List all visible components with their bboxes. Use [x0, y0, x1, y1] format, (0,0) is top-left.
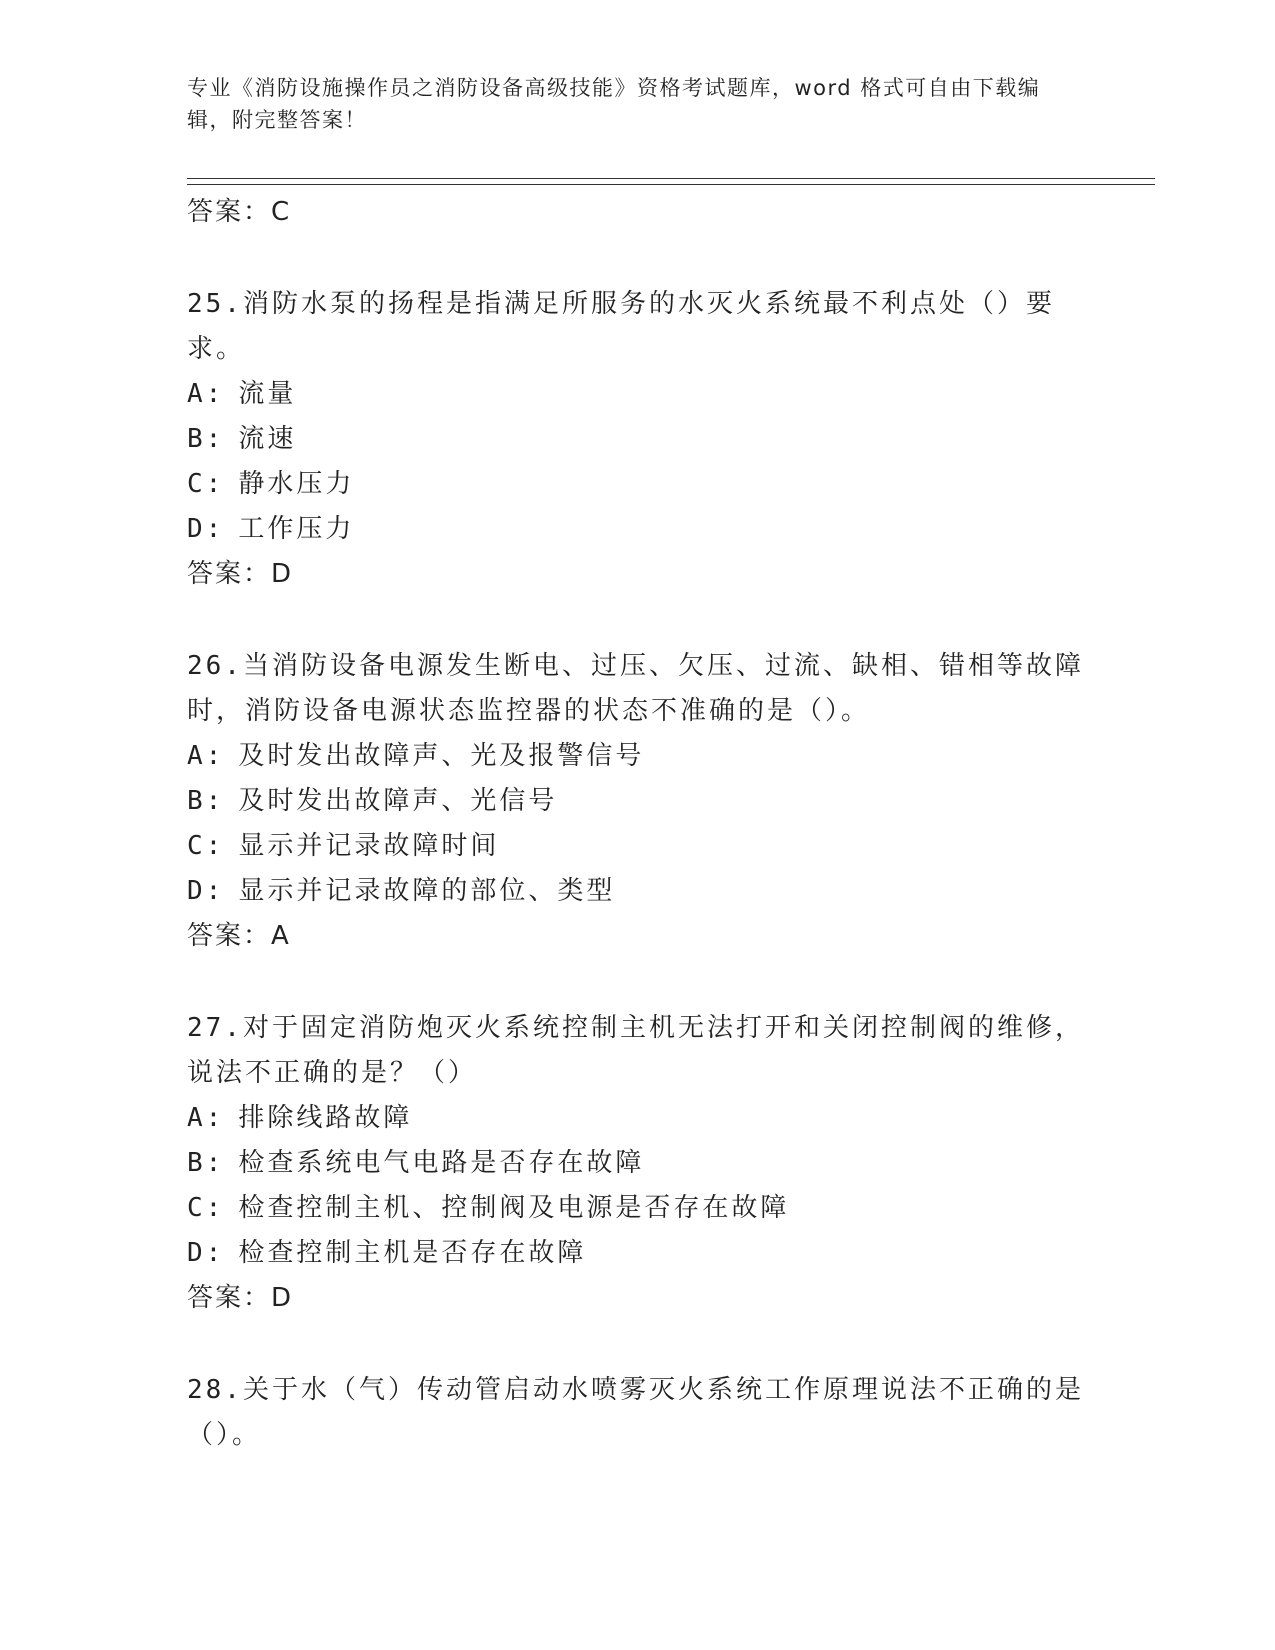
option-key: A: — [187, 1103, 225, 1133]
option-text: 流速 — [238, 424, 297, 454]
page-header: 专业《消防设施操作员之消防设备高级技能》资格考试题库，word 格式可自由下载编辑，附完整答案！ — [187, 76, 1041, 132]
option-d — [187, 507, 1087, 552]
option-c — [187, 462, 1087, 507]
question-27 — [187, 1006, 1087, 1320]
question-text: 26.当消防设备电源发生断电、过压、欠压、过流、缺相、错相等故障时，消防设备电源状态监控器的状态不准确的是（）。 — [187, 651, 1084, 726]
option-a — [187, 372, 1087, 417]
option-text: 显示并记录故障的部位、类型 — [238, 876, 616, 906]
option-text: 检查控制主机是否存在故障 — [238, 1238, 587, 1268]
option-text: 检查控制主机、控制阀及电源是否存在故障 — [238, 1193, 790, 1223]
option-key: D: — [187, 876, 225, 906]
question-26 — [187, 644, 1087, 958]
question-text: 27.对于固定消防炮灭火系统控制主机无法打开和关闭控制阀的维修，说法不正确的是？（） — [187, 1013, 1084, 1088]
option-key: D: — [187, 1238, 225, 1268]
option-text: 排除线路故障 — [238, 1103, 413, 1133]
option-text: 及时发出故障声、光及报警信号 — [238, 741, 645, 771]
option-key: B: — [187, 1148, 225, 1178]
option-key: C: — [187, 469, 225, 499]
question-text: 25.消防水泵的扬程是指满足所服务的水灭火系统最不利点处（）要求。 — [187, 289, 1055, 364]
answer-line: 答案：C — [187, 197, 292, 227]
option-key: B: — [187, 424, 225, 454]
option-text: 工作压力 — [238, 514, 355, 544]
option-text: 显示并记录故障时间 — [238, 831, 500, 861]
option-b — [187, 779, 1087, 824]
header-rule-top — [187, 178, 1155, 179]
option-key: C: — [187, 831, 225, 861]
option-d — [187, 869, 1087, 914]
option-text: 静水压力 — [238, 469, 355, 499]
option-d — [187, 1231, 1087, 1276]
question-text: 28.关于水（气）传动管启动水喷雾灭火系统工作原理说法不正确的是（）。 — [187, 1375, 1084, 1450]
question-25 — [187, 282, 1087, 596]
question-list — [187, 190, 1087, 1458]
option-key: B: — [187, 786, 225, 816]
option-key: C: — [187, 1193, 225, 1223]
option-text: 及时发出故障声、光信号 — [238, 786, 558, 816]
option-key: A: — [187, 741, 225, 771]
option-a — [187, 1096, 1087, 1141]
answer-line: 答案：D — [187, 1283, 294, 1313]
option-text: 检查系统电气电路是否存在故障 — [238, 1148, 645, 1178]
option-c — [187, 1186, 1087, 1231]
option-key: D: — [187, 514, 225, 544]
header-rule-bottom — [187, 184, 1155, 185]
option-a — [187, 734, 1087, 779]
option-key: A: — [187, 379, 225, 409]
option-text: 流量 — [238, 379, 297, 409]
answer-line: 答案：D — [187, 559, 294, 589]
question-28 — [187, 1368, 1087, 1458]
option-b — [187, 417, 1087, 462]
answer-line: 答案：A — [187, 921, 291, 951]
option-b — [187, 1141, 1087, 1186]
option-c — [187, 824, 1087, 869]
